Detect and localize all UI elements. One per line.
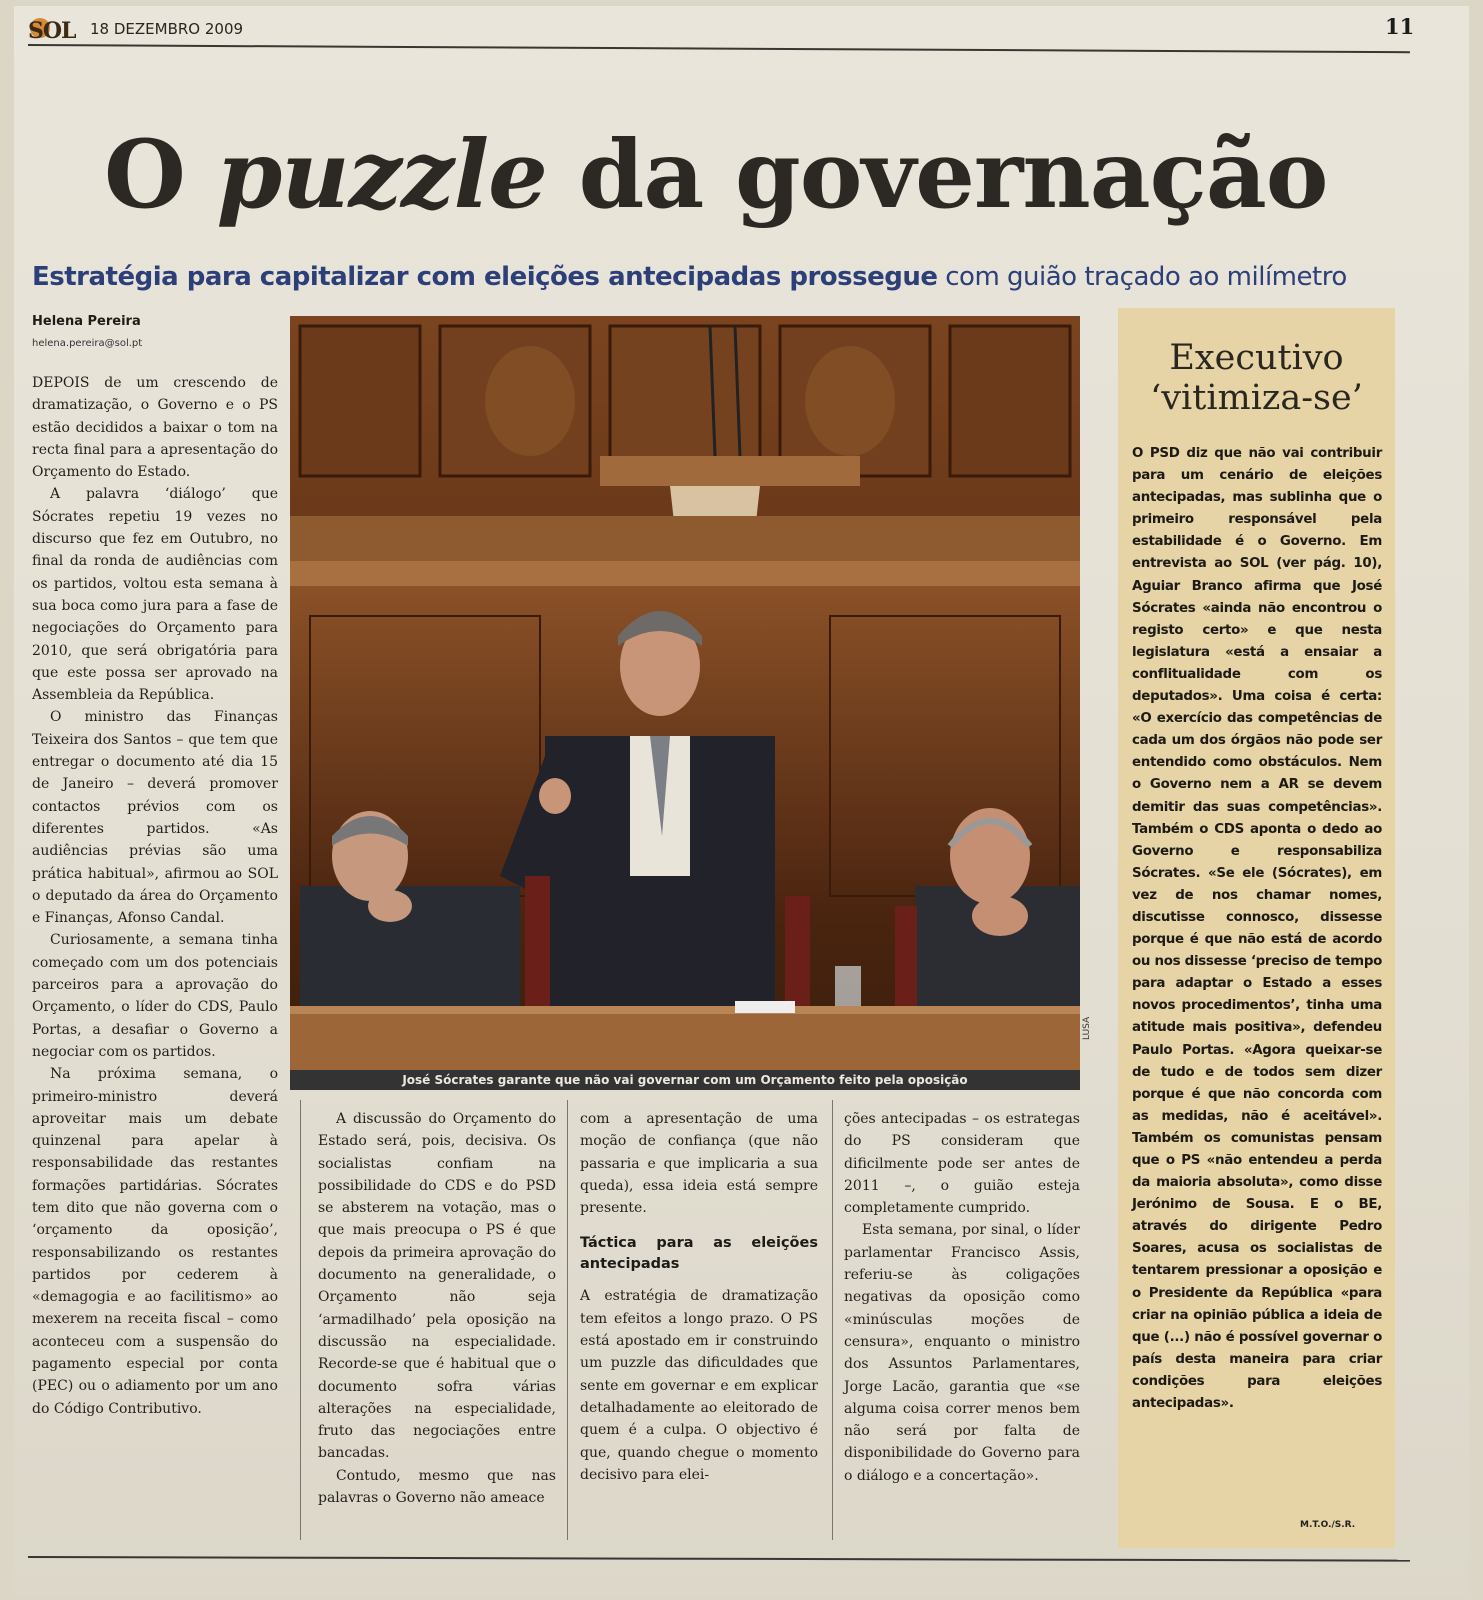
article-column-3 xyxy=(580,1108,818,1486)
column-divider xyxy=(567,1100,568,1540)
paragraph: Curiosamente, a semana tinha começado com um dos potenciais parceiros para a aprovação do Orçamento, o líder do CDS, Paulo Portas, a desafiar o Governo a negociar com os partidos. xyxy=(32,932,278,1060)
sidebar-signature: M.T.O./S.R. xyxy=(1300,1520,1356,1530)
paragraph: Contudo, mesmo que nas palavras o Governo não ameace xyxy=(318,1467,556,1507)
photo-credit: LUSA xyxy=(1082,1016,1092,1040)
issue-date: 18 DEZEMBRO 2009 xyxy=(90,20,244,38)
paragraph: Na próxima semana, o primeiro-ministro deverá aproveitar mais um debate quinzenal para apelar à responsabilidade das restantes formações partidárias. Sócrates tem dito que não governa com o ‘orçamento da oposição’, responsabilizando os restantes partidos por cederem à «demagogia e ao facilitismo» ao mexerem na receita fiscal – como aconteceu com a suspensão do pagamento especial por conta (PEC) ou o adiamento por um ano do Código Contributivo. xyxy=(32,1066,278,1417)
author-email: helena.pereira@sol.pt xyxy=(32,338,143,349)
article-photo xyxy=(290,316,1080,1070)
article-column-2 xyxy=(318,1108,556,1509)
sidebar-title-line-2: ‘vitimiza-se’ xyxy=(1150,378,1363,418)
column-divider xyxy=(832,1100,833,1540)
paragraph: A estratégia de dramatização tem efeitos a longo prazo. O PS está apostado em ir construindo um puzzle das dificuldades que sente em governar e em explicar detalhadamente ao eleitorado de quem é a culpa. O objectivo é que, quando chegue o momento decisivo para elei- xyxy=(580,1288,818,1483)
article-column-4 xyxy=(844,1108,1080,1487)
sidebar-text: O PSD diz que não vai contribuir para um cenário de eleições antecipadas, mas sublinha que o primeiro responsável pela estabilidade é o Governo. Em entrevista ao SOL (ver pág. 10), Aguiar Branco afirma que José Sócrates «ainda não encontrou o registo certo» e que nesta legislatura «está a ensaiar a conflitualidade com os deputados». Uma coisa é certa: «O exercício das competências de cada um dos órgãos não pode ser entendido como obstáculos. Nem o Governo nem a AR se devem demitir das suas competências». Também o CDS aponta o dedo ao Governo e responsabiliza Sócrates. «Se ele (Sócrates), em vez de nos chamar nomes, discutisse connosco, dissesse porque é que não está de acordo ou nos dissesse ‘preciso de tempo para adaptar o Estado a esses novos procedimentos’, tinha uma atitude mais positiva», defendeu Paulo Portas. «Agora queixar-se de tudo e de todos sem dizer porque é que não concorda com as medidas, não é aceitável». Também os comunistas pensam que o PS «não entendeu a perda da maioria absoluta», como disse Jerónimo de Sousa. E o BE, através do dirigente Pedro Soares, acusa os socialistas de tentarem pressionar a oposição e o Presidente da República «para criar na opinião pública a ideia de que (...) não é possível governar o país desta maneira para criar condições para eleições antecipadas». xyxy=(1132,446,1383,1412)
paragraph: A discussão do Orçamento do Estado será, pois, decisiva. Os socialistas confiam na possibilidade do CDS e do PSD se absterem na votação, mas o que mais preocupa o PS é que depois da primeira aprovação do documento na generalidade, o Orçamento não seja ‘armadilhado’ pela oposição na discussão na especialidade. Recorde-se que é habitual que o documento sofra várias alterações na especialidade, fruto das negociações entre bancadas. xyxy=(318,1111,556,1462)
sidebar-title-line-1: Executivo xyxy=(1169,338,1344,378)
paragraph: DEPOIS de um crescendo de dramatização, o Governo e o PS estão decididos a baixar o tom na recta final para a apresentação do Orçamento do Estado. xyxy=(32,375,278,481)
paragraph: O ministro das Finanças Teixeira dos Santos – que tem que entregar o documento até dia 15 de Janeiro – deverá promover contactos prévios com os diferentes partidos. «As audiências prévias são uma prática habitual», afirmou ao SOL o deputado da área do Orçamento e Finanças, Afonso Candal. xyxy=(32,709,278,927)
page-number: 11 xyxy=(1385,14,1415,39)
paragraph: A palavra ‘diálogo’ que Sócrates repetiu 19 vezes no discurso que fez em Outubro, no final da ronda de audiências com os partidos, voltou esta semana à sua boca como jura para a fase de negociações do Orçamento para 2010, que será obrigatória para que este possa ser aprovado na Assembleia da República. xyxy=(32,486,278,704)
paragraph: com a apresentação de uma moção de confiança (que não passaria e que implicaria a sua queda), essa ideia está sempre presente. xyxy=(580,1111,818,1217)
headline-post: da governação xyxy=(546,120,1328,230)
photo-caption: José Sócrates garante que não vai governar com um Orçamento feito pela oposição xyxy=(290,1070,1080,1090)
subheadline xyxy=(32,262,1347,292)
headline xyxy=(104,120,1328,230)
article-column-1 xyxy=(32,372,278,1420)
parliament-photo-illustration xyxy=(290,316,1080,1070)
headline-italic: puzzle xyxy=(216,120,547,230)
newspaper-logo: SOL xyxy=(28,18,76,44)
paragraph: Esta semana, por sinal, o líder parlamentar Francisco Assis, referiu-se às coligações negativas da oposição como «minúsculas moções de censura», enquanto o ministro dos Assuntos Parlamentares, Jorge Lacão, garantia que «se alguma coisa correr menos bem não será por falta de disponibilidade do Governo para o diálogo e a concertação». xyxy=(844,1222,1080,1484)
paragraph: ções antecipadas – os estrategas do PS consideram que dificilmente pode ser antes de 2011 –, o guião esteja completamente cumprido. xyxy=(844,1111,1080,1217)
byline: Helena Pereira xyxy=(32,314,141,329)
subhead-rest: com guião traçado ao milímetro xyxy=(945,262,1347,292)
subhead-bold: Estratégia para capitalizar com eleições antecipadas prossegue xyxy=(32,262,938,292)
column-divider xyxy=(300,1100,301,1540)
sidebar-title xyxy=(1118,338,1395,418)
headline-pre: O xyxy=(104,120,217,230)
section-subheading: Táctica para as eleições antecipadas xyxy=(580,1235,818,1273)
